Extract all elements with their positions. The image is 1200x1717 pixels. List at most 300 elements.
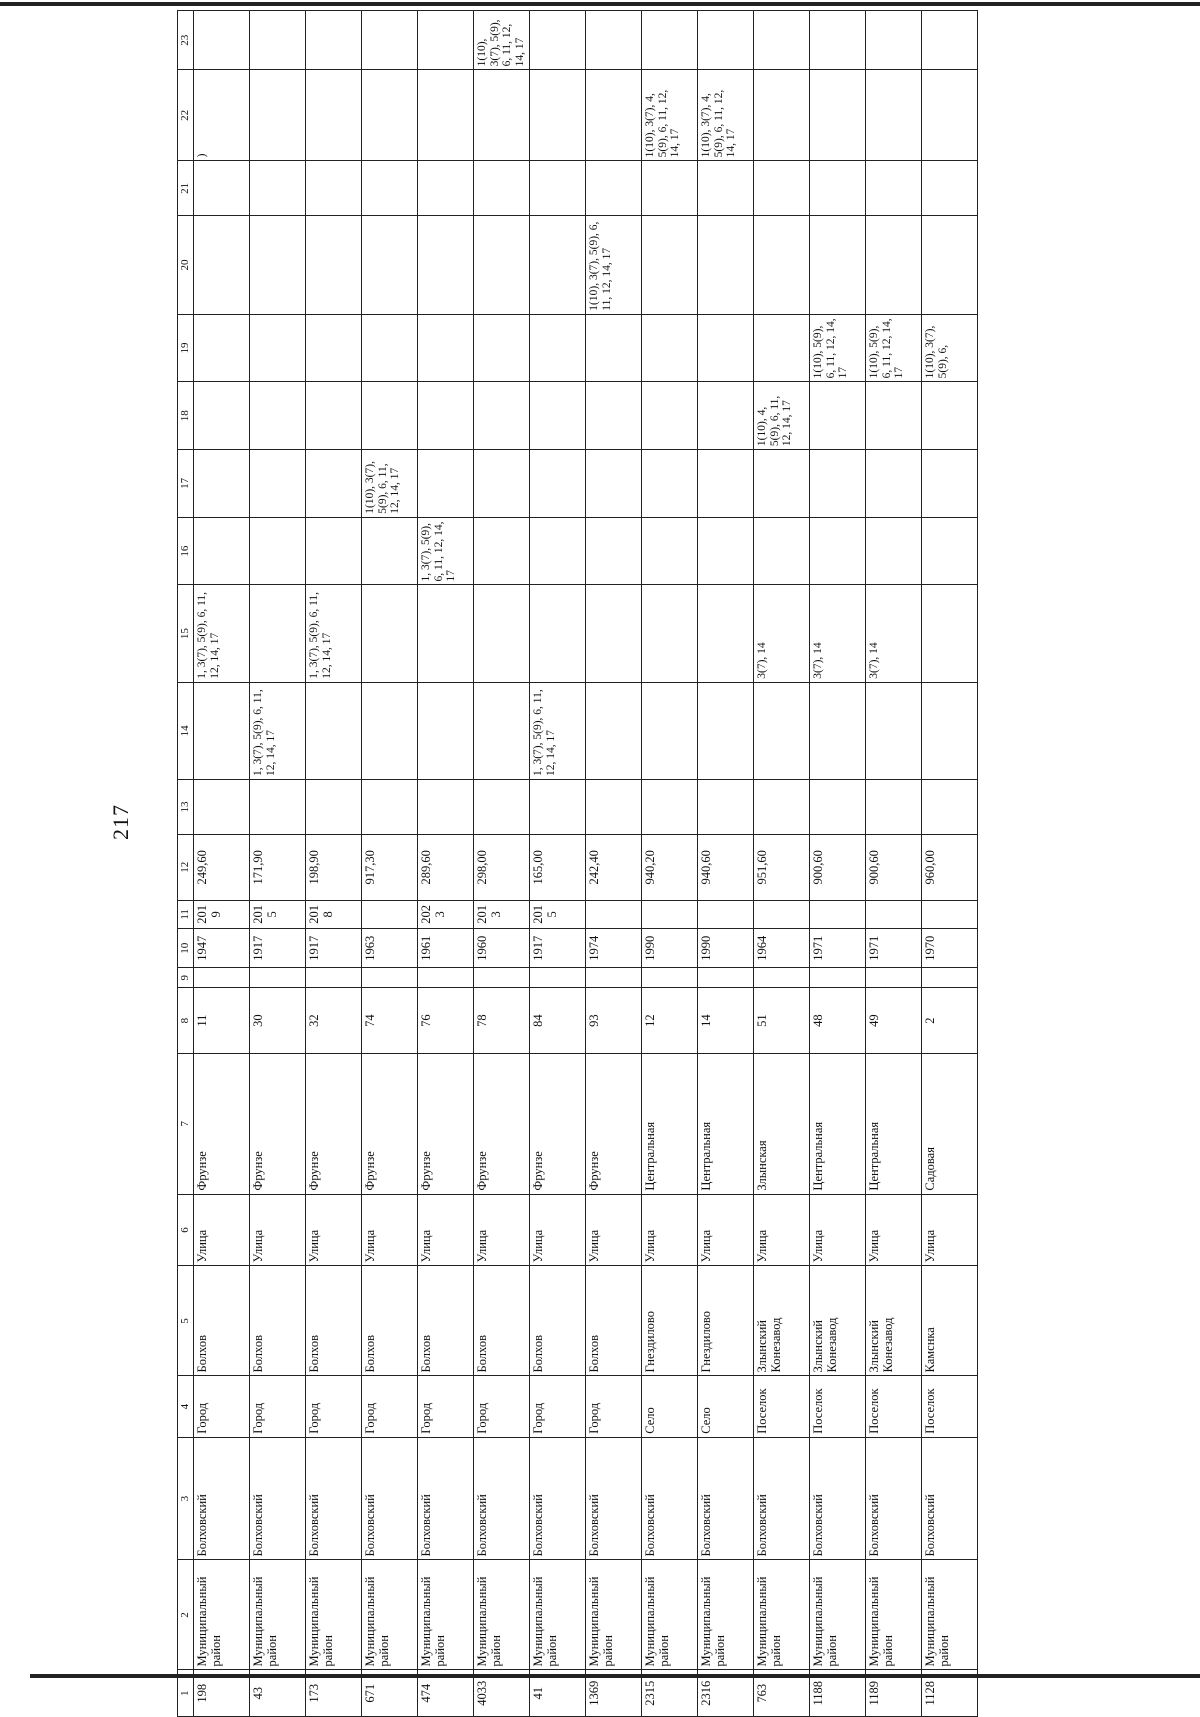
- table-cell: [866, 450, 922, 518]
- table-cell: 1(10), 5(9), 6, 11, 12, 14, 17: [810, 314, 866, 382]
- table-cell: 1, 3(7), 5(9), 6, 11, 12, 14, 17: [250, 682, 306, 779]
- table-cell: Муниципальный район: [418, 1560, 474, 1670]
- table-cell: Улица: [642, 1194, 698, 1266]
- table-cell: [754, 968, 810, 988]
- table-cell: [642, 216, 698, 314]
- table-cell: [698, 216, 754, 314]
- table-cell: [810, 517, 866, 585]
- table-cell: [418, 682, 474, 779]
- table-cell: [586, 585, 642, 682]
- registry-table-wrapper: [177, 10, 978, 1717]
- table-cell: [586, 517, 642, 585]
- table-row: [754, 11, 810, 1717]
- table-cell: [418, 161, 474, 216]
- table-cell: Поселок: [810, 1376, 866, 1437]
- column-number: 4: [178, 1376, 194, 1437]
- table-cell: 1(10), 3(7), 5(9), 6,: [922, 314, 978, 382]
- table-cell: [810, 780, 866, 835]
- table-cell: [922, 216, 978, 314]
- table-cell: [642, 517, 698, 585]
- table-cell: Улица: [586, 1194, 642, 1266]
- table-cell: [866, 216, 922, 314]
- table-cell: Болховский: [194, 1437, 250, 1560]
- table-cell: [474, 585, 530, 682]
- table-cell: Фрунзе: [530, 1053, 586, 1194]
- table-cell: [194, 161, 250, 216]
- table-cell: 1(10), 3(7), 4, 5(9), 6, 11, 12, 14, 17: [698, 70, 754, 161]
- column-number: 16: [178, 517, 194, 585]
- table-cell: Муниципальный район: [866, 1560, 922, 1670]
- column-number: 9: [178, 968, 194, 988]
- table-cell: [418, 780, 474, 835]
- table-cell: [418, 216, 474, 314]
- table-cell: Болховский: [810, 1437, 866, 1560]
- table-cell: [194, 216, 250, 314]
- table-cell: [418, 968, 474, 988]
- column-number: 20: [178, 216, 194, 314]
- table-cell: 1917: [250, 929, 306, 968]
- table-cell: 1963: [362, 929, 418, 968]
- table-cell: 2316: [698, 1670, 754, 1717]
- table-cell: [922, 585, 978, 682]
- table-cell: 1971: [810, 929, 866, 968]
- table-cell: [474, 517, 530, 585]
- column-number: 2: [178, 1560, 194, 1670]
- table-cell: Центральная: [642, 1053, 698, 1194]
- table-cell: [362, 382, 418, 450]
- column-number: 19: [178, 314, 194, 382]
- table-cell: 763: [754, 1670, 810, 1717]
- table-cell: Улица: [810, 1194, 866, 1266]
- table-cell: 4033: [474, 1670, 530, 1717]
- table-cell: Центральная: [698, 1053, 754, 1194]
- table-cell: Болхов: [586, 1266, 642, 1376]
- table-cell: [922, 382, 978, 450]
- table-cell: [866, 968, 922, 988]
- table-cell: 1917: [306, 929, 362, 968]
- table-cell: [474, 161, 530, 216]
- table-cell: Улица: [698, 1194, 754, 1266]
- table-cell: [586, 161, 642, 216]
- table-cell: 900,60: [866, 835, 922, 901]
- table-cell: [922, 161, 978, 216]
- table-cell: [754, 70, 810, 161]
- table-cell: Гнездилово: [642, 1266, 698, 1376]
- table-cell: Болховский: [362, 1437, 418, 1560]
- table-cell: [194, 382, 250, 450]
- table-cell: [250, 216, 306, 314]
- table-cell: 41: [530, 1670, 586, 1717]
- table-row: [922, 11, 978, 1717]
- table-cell: Болховский: [474, 1437, 530, 1560]
- table-cell: 48: [810, 988, 866, 1054]
- table-cell: [362, 682, 418, 779]
- table-cell: [474, 968, 530, 988]
- table-cell: [530, 161, 586, 216]
- column-number: 21: [178, 161, 194, 216]
- table-cell: Улица: [418, 1194, 474, 1266]
- column-number: 8: [178, 988, 194, 1054]
- table-cell: Улица: [306, 1194, 362, 1266]
- table-cell: [810, 900, 866, 929]
- table-cell: [194, 968, 250, 988]
- table-cell: Город: [250, 1376, 306, 1437]
- table-cell: 1188: [810, 1670, 866, 1717]
- table-cell: [810, 968, 866, 988]
- table-cell: [698, 11, 754, 70]
- table-cell: [754, 780, 810, 835]
- table-cell: Город: [530, 1376, 586, 1437]
- table-cell: [698, 517, 754, 585]
- table-cell: [418, 70, 474, 161]
- table-cell: [754, 450, 810, 518]
- table-cell: 74: [362, 988, 418, 1054]
- table-cell: [194, 11, 250, 70]
- table-cell: [306, 161, 362, 216]
- table-cell: [530, 382, 586, 450]
- table-cell: 3(7), 14: [810, 585, 866, 682]
- table-cell: 1971: [866, 929, 922, 968]
- table-cell: 30: [250, 988, 306, 1054]
- table-cell: [642, 900, 698, 929]
- table-cell: 1964: [754, 929, 810, 968]
- table-cell: Болхов: [418, 1266, 474, 1376]
- table-cell: [250, 70, 306, 161]
- table-cell: [362, 517, 418, 585]
- table-cell: [306, 968, 362, 988]
- table-cell: Болховский: [754, 1437, 810, 1560]
- page-number: 217: [108, 804, 133, 840]
- table-cell: 940,20: [642, 835, 698, 901]
- table-cell: [754, 314, 810, 382]
- table-cell: [922, 900, 978, 929]
- table-cell: Гнездилово: [698, 1266, 754, 1376]
- table-cell: [194, 682, 250, 779]
- table-cell: 1, 3(7), 5(9), 6, 11, 12, 14, 17: [530, 682, 586, 779]
- table-cell: 171,90: [250, 835, 306, 901]
- table-cell: Садовая: [922, 1053, 978, 1194]
- table-cell: [642, 682, 698, 779]
- column-number: 12: [178, 835, 194, 901]
- table-cell: Болховский: [418, 1437, 474, 1560]
- table-cell: [306, 216, 362, 314]
- table-cell: 289,60: [418, 835, 474, 901]
- table-cell: Болховский: [250, 1437, 306, 1560]
- table-cell: [250, 585, 306, 682]
- table-cell: [586, 968, 642, 988]
- table-cell: Болхов: [250, 1266, 306, 1376]
- table-cell: 1(10), 3(7), 5(9), 6, 11, 12, 14, 17: [362, 450, 418, 518]
- table-row: [474, 11, 530, 1717]
- table-cell: 917,30: [362, 835, 418, 901]
- table-cell: 173: [306, 1670, 362, 1717]
- table-cell: [474, 682, 530, 779]
- column-number: 22: [178, 70, 194, 161]
- table-cell: Фрунзе: [474, 1053, 530, 1194]
- registry-table: [177, 10, 978, 1717]
- table-cell: Улица: [922, 1194, 978, 1266]
- column-number: 1: [178, 1670, 194, 1717]
- table-row: [530, 11, 586, 1717]
- table-cell: Болховский: [306, 1437, 362, 1560]
- table-cell: 3(7), 14: [866, 585, 922, 682]
- table-cell: Город: [306, 1376, 362, 1437]
- table-cell: 1947: [194, 929, 250, 968]
- table-cell: [474, 216, 530, 314]
- table-cell: 84: [530, 988, 586, 1054]
- table-cell: [362, 314, 418, 382]
- table-cell: Болхов: [194, 1266, 250, 1376]
- table-cell: [810, 161, 866, 216]
- table-cell: [586, 382, 642, 450]
- column-number: 23: [178, 11, 194, 70]
- column-number: 5: [178, 1266, 194, 1376]
- top-rule: [0, 2, 1200, 6]
- column-number: 18: [178, 382, 194, 450]
- table-cell: Село: [698, 1376, 754, 1437]
- column-number: 13: [178, 780, 194, 835]
- table-cell: [642, 968, 698, 988]
- table-cell: [418, 585, 474, 682]
- table-cell: 1189: [866, 1670, 922, 1717]
- table-cell: Болхов: [306, 1266, 362, 1376]
- table-cell: [922, 968, 978, 988]
- table-cell: 12: [642, 988, 698, 1054]
- table-cell: 2013: [474, 900, 530, 929]
- table-cell: [250, 161, 306, 216]
- table-cell: [586, 450, 642, 518]
- table-cell: Муниципальный район: [754, 1560, 810, 1670]
- table-cell: [698, 450, 754, 518]
- table-cell: Злынская: [754, 1053, 810, 1194]
- table-cell: [306, 682, 362, 779]
- table-cell: 198: [194, 1670, 250, 1717]
- table-cell: 960,00: [922, 835, 978, 901]
- table-cell: 49: [866, 988, 922, 1054]
- table-cell: Село: [642, 1376, 698, 1437]
- table-cell: [306, 450, 362, 518]
- table-cell: Улица: [474, 1194, 530, 1266]
- table-cell: [362, 70, 418, 161]
- table-cell: ): [194, 70, 250, 161]
- table-cell: 1(10), 4, 5(9), 6, 11, 12, 14, 17: [754, 382, 810, 450]
- table-cell: Злынский Конезавод: [754, 1266, 810, 1376]
- table-cell: Болхов: [362, 1266, 418, 1376]
- table-cell: Город: [474, 1376, 530, 1437]
- table-cell: [194, 780, 250, 835]
- table-cell: [530, 11, 586, 70]
- table-cell: [866, 900, 922, 929]
- table-row: [362, 11, 418, 1717]
- table-cell: [250, 450, 306, 518]
- column-number: 17: [178, 450, 194, 518]
- table-cell: [250, 517, 306, 585]
- table-cell: [698, 585, 754, 682]
- table-cell: [418, 314, 474, 382]
- table-cell: 1961: [418, 929, 474, 968]
- table-cell: [698, 682, 754, 779]
- table-cell: Злынский Конезавод: [810, 1266, 866, 1376]
- table-row: [642, 11, 698, 1717]
- table-cell: Болхов: [530, 1266, 586, 1376]
- table-cell: [474, 314, 530, 382]
- table-cell: Фрунзе: [362, 1053, 418, 1194]
- table-cell: Улица: [866, 1194, 922, 1266]
- table-cell: 2015: [530, 900, 586, 929]
- column-number: 6: [178, 1194, 194, 1266]
- table-cell: [810, 450, 866, 518]
- table-cell: [866, 682, 922, 779]
- table-cell: [306, 780, 362, 835]
- table-row: [250, 11, 306, 1717]
- column-number: 10: [178, 929, 194, 968]
- table-cell: [754, 682, 810, 779]
- table-cell: [586, 11, 642, 70]
- table-cell: [586, 780, 642, 835]
- table-cell: [810, 11, 866, 70]
- table-cell: [642, 161, 698, 216]
- table-cell: Муниципальный район: [586, 1560, 642, 1670]
- table-cell: Муниципальный район: [362, 1560, 418, 1670]
- table-cell: Город: [362, 1376, 418, 1437]
- table-cell: 1(10), 3(7), 4, 5(9), 6, 11, 12, 14, 17: [642, 70, 698, 161]
- column-number: 3: [178, 1437, 194, 1560]
- table-cell: Муниципальный район: [194, 1560, 250, 1670]
- table-cell: [530, 585, 586, 682]
- table-cell: [642, 314, 698, 382]
- table-cell: Муниципальный район: [922, 1560, 978, 1670]
- table-cell: [306, 314, 362, 382]
- table-cell: [642, 450, 698, 518]
- table-cell: 1128: [922, 1670, 978, 1717]
- table-cell: [194, 314, 250, 382]
- table-cell: [474, 382, 530, 450]
- table-cell: [642, 780, 698, 835]
- table-cell: Муниципальный район: [642, 1560, 698, 1670]
- table-cell: [810, 216, 866, 314]
- table-cell: 671: [362, 1670, 418, 1717]
- table-cell: [362, 161, 418, 216]
- table-row: [418, 11, 474, 1717]
- table-cell: [362, 11, 418, 70]
- table-cell: 198,90: [306, 835, 362, 901]
- table-cell: [698, 314, 754, 382]
- table-cell: [922, 780, 978, 835]
- table-cell: [530, 216, 586, 314]
- table-cell: 951,60: [754, 835, 810, 901]
- table-cell: [698, 900, 754, 929]
- table-cell: 2015: [250, 900, 306, 929]
- table-cell: [810, 382, 866, 450]
- table-cell: [754, 517, 810, 585]
- table-cell: [698, 382, 754, 450]
- table-cell: [922, 11, 978, 70]
- table-cell: [810, 682, 866, 779]
- table-cell: Болхов: [474, 1266, 530, 1376]
- table-cell: Болховский: [586, 1437, 642, 1560]
- table-cell: [194, 517, 250, 585]
- column-number: 15: [178, 585, 194, 682]
- table-cell: [250, 382, 306, 450]
- table-cell: Злынский Конезавод: [866, 1266, 922, 1376]
- table-cell: Улица: [250, 1194, 306, 1266]
- table-cell: [474, 70, 530, 161]
- table-cell: Центральная: [866, 1053, 922, 1194]
- table-cell: Болховский: [642, 1437, 698, 1560]
- column-number: 11: [178, 900, 194, 929]
- table-cell: Поселок: [754, 1376, 810, 1437]
- table-cell: 2023: [418, 900, 474, 929]
- table-cell: 298,00: [474, 835, 530, 901]
- table-cell: [250, 780, 306, 835]
- table-cell: 76: [418, 988, 474, 1054]
- table-cell: [586, 682, 642, 779]
- table-cell: [586, 900, 642, 929]
- table-cell: [530, 314, 586, 382]
- table-cell: 1(10), 5(9), 6, 11, 12, 14, 17: [866, 314, 922, 382]
- table-cell: 1917: [530, 929, 586, 968]
- table-cell: 1, 3(7), 5(9), 6, 11, 12, 14, 17: [306, 585, 362, 682]
- table-cell: 1990: [642, 929, 698, 968]
- table-cell: 1990: [698, 929, 754, 968]
- table-cell: [250, 314, 306, 382]
- table-cell: 1369: [586, 1670, 642, 1717]
- table-cell: Улица: [530, 1194, 586, 1266]
- table-cell: [642, 382, 698, 450]
- table-cell: Болховский: [922, 1437, 978, 1560]
- table-cell: 78: [474, 988, 530, 1054]
- table-cell: 1(10), 3(7), 5(9), 6, 11, 12, 14, 17: [474, 11, 530, 70]
- table-cell: 2: [922, 988, 978, 1054]
- table-cell: Фрунзе: [586, 1053, 642, 1194]
- table-cell: Фрунзе: [194, 1053, 250, 1194]
- table-cell: 32: [306, 988, 362, 1054]
- table-cell: Муниципальный район: [530, 1560, 586, 1670]
- table-cell: Город: [586, 1376, 642, 1437]
- table-cell: 2019: [194, 900, 250, 929]
- table-cell: [250, 11, 306, 70]
- table-cell: 1970: [922, 929, 978, 968]
- table-cell: [754, 216, 810, 314]
- table-cell: [866, 161, 922, 216]
- table-cell: 242,40: [586, 835, 642, 901]
- table-cell: [530, 450, 586, 518]
- table-cell: [418, 382, 474, 450]
- table-cell: Болховский: [698, 1437, 754, 1560]
- table-cell: Город: [418, 1376, 474, 1437]
- table-cell: 165,00: [530, 835, 586, 901]
- table-cell: [362, 780, 418, 835]
- table-cell: Муниципальный район: [810, 1560, 866, 1670]
- table-cell: [922, 517, 978, 585]
- table-cell: [866, 11, 922, 70]
- table-cell: Муниципальный район: [250, 1560, 306, 1670]
- table-cell: Муниципальный район: [698, 1560, 754, 1670]
- table-row: [194, 11, 250, 1717]
- table-cell: [306, 11, 362, 70]
- table-cell: [642, 11, 698, 70]
- table-row: [866, 11, 922, 1717]
- table-cell: [306, 70, 362, 161]
- table-cell: [922, 450, 978, 518]
- table-cell: Фрунзе: [306, 1053, 362, 1194]
- table-cell: 1974: [586, 929, 642, 968]
- table-cell: Фрунзе: [418, 1053, 474, 1194]
- table-cell: Центральная: [810, 1053, 866, 1194]
- table-cell: [418, 450, 474, 518]
- table-cell: Болховский: [530, 1437, 586, 1560]
- table-cell: Улица: [754, 1194, 810, 1266]
